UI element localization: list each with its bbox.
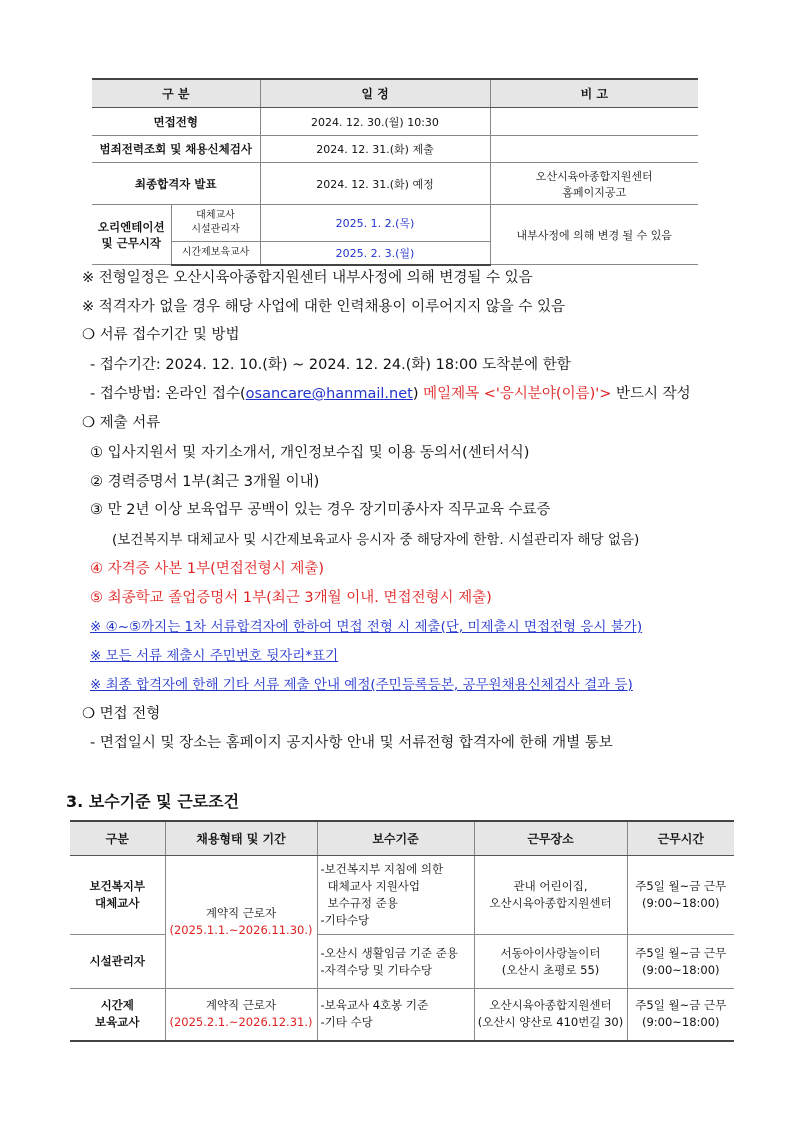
work-hours [627, 989, 734, 1041]
application-heading: ❍ 서류 접수기간 및 방법 [82, 327, 240, 343]
row-date: 2024. 12. 31.(화) 예정 [260, 163, 490, 205]
work-hours [627, 856, 734, 935]
contract-type [165, 989, 317, 1041]
row-note [490, 108, 698, 136]
contract-type [165, 856, 317, 989]
col-header: 보수기준 [317, 821, 474, 856]
type-line: 계약직 근로자 [205, 906, 277, 920]
application-period: - 접수기간: 2024. 12. 10.(화) ~ 2024. 12. 24.(화) 18:00 도착분에 한함 [90, 357, 571, 373]
type-period: (2025.1.1.~2026.11.30.) [169, 923, 313, 937]
document-remark: ※ 모든 서류 제출시 주민번호 뒷자리*표기 [90, 648, 339, 664]
place-line: 오산시육아종합지원센터 [489, 896, 612, 910]
label-line: 보육교사 [95, 1015, 140, 1030]
pay-basis [317, 856, 474, 935]
pay-line: 보수규정 준용 [327, 896, 398, 910]
application-method [90, 384, 691, 404]
position-label: 시설관리자 [70, 935, 165, 989]
document-item: ① 입사지원서 및 자기소개서, 개인정보수집 및 이용 동의서(센터서식) [90, 445, 530, 461]
pay-basis [317, 989, 474, 1041]
col-header: 근무시간 [627, 821, 734, 856]
work-place [474, 989, 627, 1041]
row-note [490, 163, 698, 205]
note-line: 오산시육아종합지원센터 [535, 169, 653, 183]
method-prefix: - 접수방법: 온라인 접수( [90, 386, 246, 402]
hours-line: 주5일 월~금 근무 [635, 998, 727, 1013]
document-item: ③ 만 2년 이상 보육업무 공백이 있는 경우 장기미종사자 직무교육 수료증 [90, 502, 551, 518]
type-period: (2025.2.1.~2026.12.31.) [169, 1015, 313, 1030]
document-item: ④ 자격증 사본 1부(면접전형시 제출) [90, 561, 325, 577]
col-header-category: 구 분 [92, 79, 260, 108]
orientation-note: 내부사정에 의해 변경 될 수 있음 [490, 205, 698, 265]
pay-table [70, 820, 734, 1042]
label-line: 시간제 [100, 998, 134, 1013]
orientation-sub1 [171, 205, 260, 242]
section-title: 3. 보수기준 및 근로조건 [66, 792, 240, 811]
orientation-date1: 2025. 1. 2.(목) [260, 205, 490, 242]
interview-heading: ❍ 면접 전형 [82, 706, 161, 722]
row-date: 2024. 12. 30.(월) 10:30 [260, 108, 490, 136]
col-header-schedule: 일 정 [260, 79, 490, 108]
row-label: 범죄전력조회 및 채용신체검사 [92, 136, 260, 163]
work-place [474, 856, 627, 935]
col-header: 구분 [70, 821, 165, 856]
col-header: 채용형태 및 기간 [165, 821, 317, 856]
hours-line: 주5일 월~금 근무 [635, 879, 727, 893]
place-line: 오산시육아종합지원센터 [489, 998, 612, 1013]
pay-line: -자격수당 및 기타수당 [320, 962, 432, 977]
sub-line: 대체교사 [196, 210, 235, 221]
orientation-sub2: 시간제보육교사 [171, 242, 260, 265]
document-remark: ※ ④~⑤까지는 1차 서류합격자에 한하여 면접 전형 시 제출(단, 미제출시 면접전형 응시 불가) [90, 619, 643, 635]
hours-line: (9:00~18:00) [641, 1015, 720, 1030]
orientation-date2: 2025. 2. 3.(월) [260, 242, 490, 265]
label-line: 대체교사 [95, 896, 140, 910]
email-link[interactable]: osancare@hanmail.net [245, 386, 413, 402]
row-label: 최종합격자 발표 [92, 163, 260, 205]
type-line: 계약직 근로자 [205, 998, 277, 1013]
hours-line: (9:00~18:00) [641, 962, 720, 977]
hours-line: (9:00~18:00) [641, 896, 720, 910]
pay-line: -보건복지부 지침에 의한 [320, 862, 444, 876]
documents-heading: ❍ 제출 서류 [82, 415, 161, 431]
document-item: ② 경력증명서 1부(최근 3개월 이내) [90, 474, 320, 490]
row-note [490, 136, 698, 163]
place-line: (오산시 초평로 55) [501, 962, 600, 977]
orientation-label-line: 오리엔테이션 [97, 219, 165, 234]
sub-line: 시설관리자 [191, 224, 240, 235]
schedule-table [92, 78, 698, 266]
document-remark: ※ 최종 합격자에 한해 기타 서류 제출 안내 예정(주민등록등본, 공무원채용신체검사 결과 등) [90, 677, 633, 693]
pay-line: -오산시 생활임금 기준 준용 [320, 945, 458, 960]
interview-detail: - 면접일시 및 장소는 홈페이지 공지사항 안내 및 서류전형 합격자에 한해 개별 통보 [90, 735, 613, 751]
work-place [474, 935, 627, 989]
label-line: 보건복지부 [89, 879, 146, 893]
note-line: 홈페이지공고 [562, 185, 627, 199]
orientation-label [92, 205, 171, 265]
note-no-hire: ※ 적격자가 없을 경우 해당 사업에 대한 인력채용이 이루어지지 않을 수 있음 [82, 299, 566, 315]
note-schedule-change: ※ 전형일정은 오산시육아종합지원센터 내부사정에 의해 변경될 수 있음 [82, 270, 533, 286]
place-line: 관내 어린이집, [513, 879, 588, 893]
document-item-note: (보건복지부 대체교사 및 시간제보육교사 응시자 중 해당자에 한함. 시설관리자 해당 없음) [112, 532, 640, 548]
pay-basis [317, 935, 474, 989]
place-line: 서동아이사랑놀이터 [500, 945, 601, 960]
row-label: 면접전형 [92, 108, 260, 136]
document-item: ⑤ 최종학교 졸업증명서 1부(최근 3개월 이내. 면접전형시 제출) [90, 590, 492, 606]
mail-subject-rule: 메일제목 <'응시분야(이름)'> [423, 386, 612, 402]
col-header-remarks: 비 고 [490, 79, 698, 108]
pay-line: -기타수당 [320, 913, 370, 927]
pay-line: -기타 수당 [320, 1015, 373, 1030]
position-label [70, 856, 165, 935]
orientation-label-line: 및 근무시작 [101, 235, 162, 250]
place-line: (오산시 양산로 410번길 30) [477, 1015, 624, 1030]
method-suffix: 반드시 작성 [616, 386, 691, 402]
hours-line: 주5일 월~금 근무 [635, 945, 727, 960]
position-label [70, 989, 165, 1041]
pay-line: -보육교사 4호봉 기준 [320, 998, 429, 1013]
method-close: ) [412, 386, 419, 402]
work-hours [627, 935, 734, 989]
pay-line: 대체교사 지원사업 [327, 879, 421, 893]
col-header: 근무장소 [474, 821, 627, 856]
row-date: 2024. 12. 31.(화) 제출 [260, 136, 490, 163]
